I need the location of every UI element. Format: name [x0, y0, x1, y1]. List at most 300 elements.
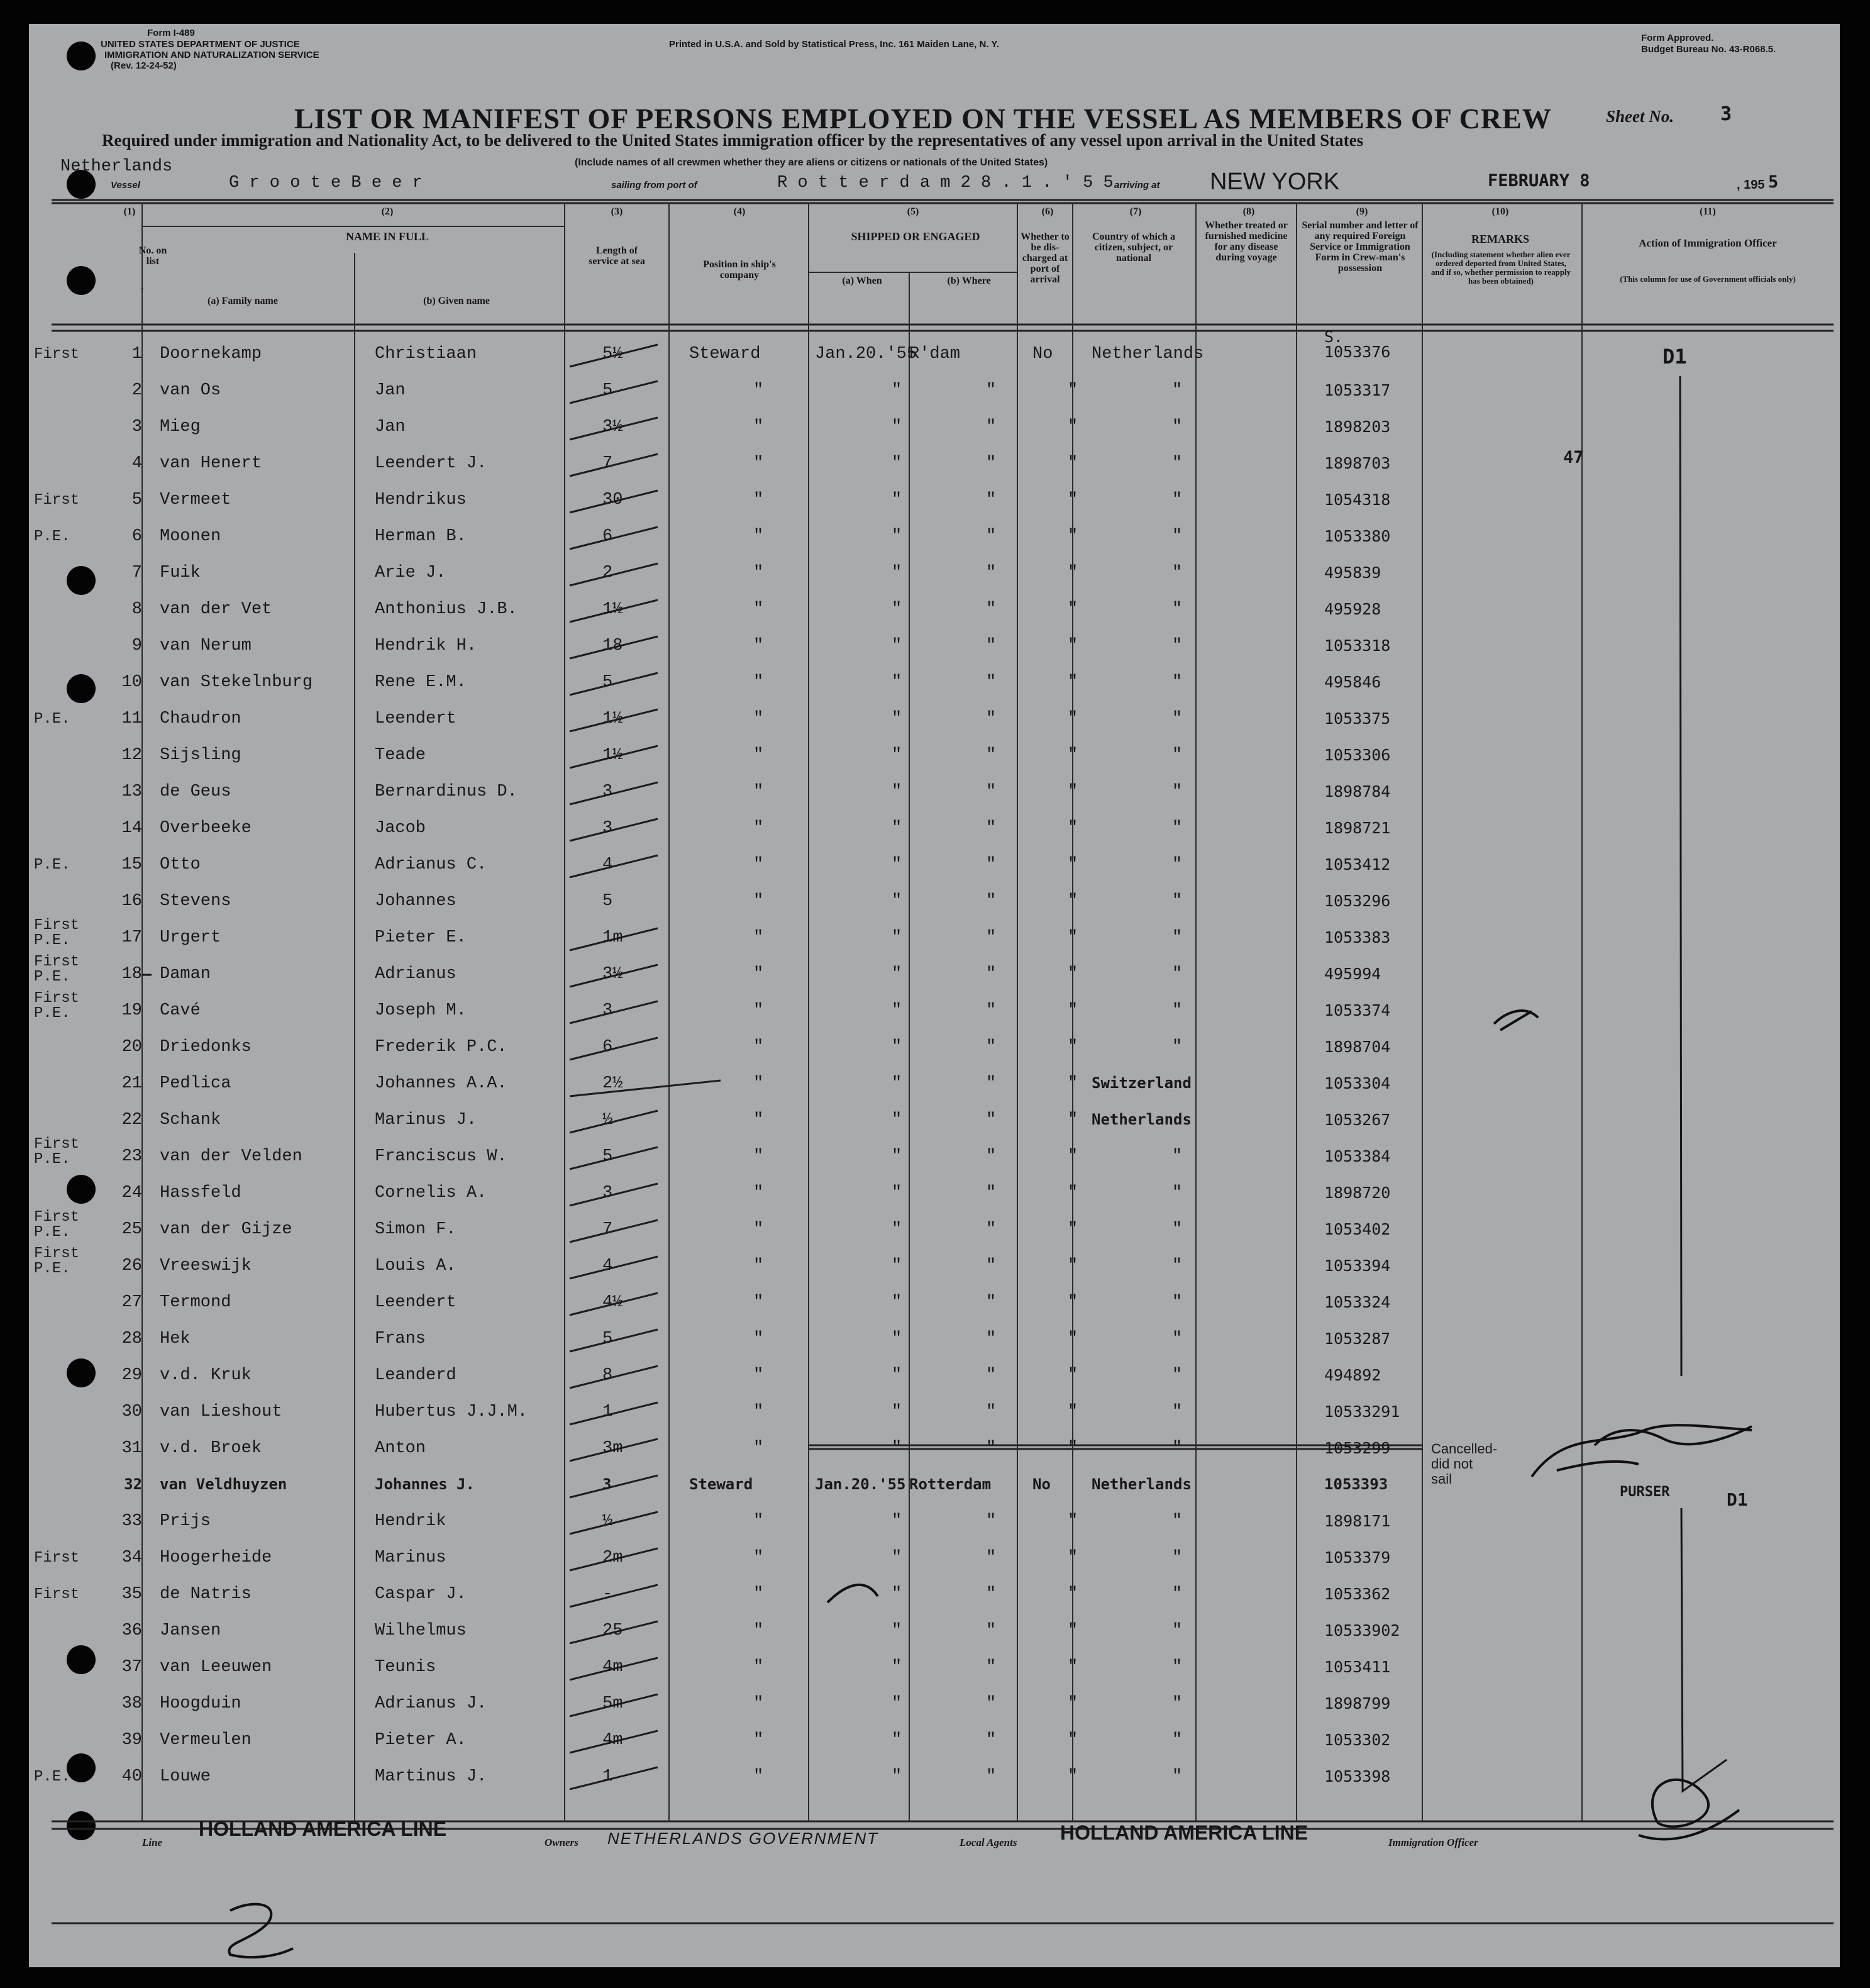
- country: ": [1172, 1767, 1183, 1786]
- given-name: Teunis: [375, 1658, 436, 1677]
- position: ": [753, 1220, 764, 1239]
- department: UNITED STATES DEPARTMENT OF JUSTICE: [101, 39, 300, 50]
- row-number: 31: [121, 1439, 142, 1458]
- serial-number: 1053374: [1324, 1001, 1391, 1019]
- col-6-num: (6): [1041, 206, 1054, 217]
- country: ": [1172, 1330, 1183, 1348]
- discharge: ": [1068, 564, 1078, 582]
- serial-number: 1898171: [1324, 1512, 1391, 1530]
- remark: 47: [1563, 448, 1584, 467]
- shipped-when: ": [892, 381, 902, 400]
- discharge: ": [1068, 1621, 1078, 1640]
- table-row: [29, 1136, 1840, 1177]
- shipped-when: ": [892, 454, 902, 473]
- shipped-when: ": [892, 709, 902, 728]
- sailing-port: R o t t e r d a m 2 8 . 1 . ' 5 5: [777, 174, 1114, 192]
- given-name: Pieter E.: [375, 928, 467, 947]
- given-name: Bernardinus D.: [375, 782, 517, 801]
- row-number: 14: [121, 819, 142, 838]
- given-name: Pieter A.: [375, 1731, 467, 1750]
- margin-note: First P.E.: [34, 1245, 80, 1277]
- discharge: ": [1068, 892, 1078, 911]
- serial-number: 1898704: [1324, 1038, 1391, 1056]
- arriving-port: NEW YORK: [1210, 169, 1340, 195]
- serial-number: 1053380: [1324, 527, 1391, 545]
- serial-number: 1053318: [1324, 636, 1391, 655]
- country: ": [1172, 1694, 1183, 1713]
- service-length: ½: [602, 1512, 613, 1531]
- country: ": [1172, 673, 1183, 692]
- shipped-where: ": [986, 1330, 997, 1348]
- margin-note: First P.E.: [34, 1209, 80, 1241]
- required-text: Required under immigration and Nationality Act, to be delivered to the United States immigration officer by the representatives of any vessel upon arrival in the United States: [102, 131, 1364, 150]
- service-length: 1½: [602, 709, 623, 728]
- given-name: Louis A.: [375, 1257, 456, 1275]
- table-row: [29, 1579, 1840, 1615]
- position: ": [753, 1512, 764, 1531]
- position: ": [753, 819, 764, 838]
- country: ": [1172, 1548, 1183, 1567]
- discharge: ": [1068, 1330, 1078, 1348]
- given-name: Leanderd: [375, 1366, 456, 1385]
- service-length: 3: [602, 782, 613, 801]
- country: ": [1172, 855, 1183, 874]
- shipped-where: ": [986, 965, 997, 984]
- serial-number: 1053296: [1324, 892, 1391, 910]
- service-length: 3: [602, 1184, 613, 1202]
- shipped-where: ": [986, 1585, 997, 1604]
- position: ": [753, 746, 764, 765]
- shipped-when: ": [892, 1767, 902, 1786]
- position: ": [753, 636, 764, 655]
- family-name: Moonen: [160, 527, 221, 546]
- col-2-num: (2): [381, 206, 394, 217]
- serial-number: 1898721: [1324, 819, 1391, 837]
- service-length: 30: [602, 491, 623, 509]
- form-approved: Form Approved.: [1641, 33, 1714, 43]
- shipped-when: ": [892, 1220, 902, 1239]
- shipped-where: ": [986, 1366, 997, 1385]
- serial-number: 10533291: [1324, 1402, 1400, 1421]
- shipped-when: ": [892, 527, 902, 546]
- country: ": [1172, 1731, 1183, 1750]
- col-8-label: Whether treated or furnished medicine for any disease during voyage: [1205, 220, 1288, 263]
- col-10-label: REMARKS: [1471, 233, 1529, 245]
- shipped-where: ": [986, 600, 997, 619]
- col-5b-label: (b) Where: [947, 275, 991, 286]
- country: ": [1172, 1512, 1183, 1531]
- family-name: van Os: [160, 381, 221, 400]
- country: ": [1172, 600, 1183, 619]
- col-10-num: (10): [1491, 206, 1509, 217]
- country: ": [1172, 454, 1183, 473]
- shipped-when: ": [892, 1621, 902, 1640]
- row-number: 9: [131, 636, 142, 655]
- table-row: [29, 1104, 1840, 1141]
- shipped-when: ": [892, 892, 902, 911]
- country: Netherlands: [1092, 1475, 1192, 1493]
- given-name: Jan: [375, 381, 406, 400]
- serial-number: 1053299: [1324, 1439, 1391, 1457]
- row-number: 10: [121, 673, 142, 692]
- year-prefix: , 195: [1737, 178, 1765, 192]
- margin-note: P.E.: [34, 857, 70, 874]
- row-number: 22: [121, 1111, 142, 1130]
- table-row: [29, 1506, 1840, 1542]
- col-10-sub: (Including statement whether alien ever ordered deported from United States, and if so, whether permission to reapply has been obtained): [1430, 250, 1571, 286]
- country: ": [1172, 527, 1183, 546]
- position: ": [753, 454, 764, 473]
- arrival-date: FEBRUARY 8: [1488, 171, 1590, 191]
- service-length: 4½: [602, 1293, 623, 1312]
- margin-note: First P.E.: [34, 917, 80, 949]
- family-name: Otto: [160, 855, 201, 874]
- shipped-where: ": [986, 1220, 997, 1239]
- position: ": [753, 928, 764, 947]
- family-name: Overbeeke: [160, 819, 252, 838]
- vessel-name: G r o o t e B e e r: [229, 174, 423, 192]
- shipped-where: ": [986, 1731, 997, 1750]
- shipped-where: ": [986, 1147, 997, 1166]
- shipped-where: ": [986, 673, 997, 692]
- given-name: Leendert: [375, 1293, 456, 1312]
- discharge: ": [1068, 1220, 1078, 1239]
- table-row: [29, 328, 1840, 375]
- family-name: Hek: [160, 1330, 191, 1348]
- table-row: [29, 1652, 1840, 1688]
- col-7-label: Country of which a citizen, subject, or national: [1092, 231, 1175, 264]
- position: ": [753, 1548, 764, 1567]
- discharge: ": [1068, 673, 1078, 692]
- country: ": [1172, 1147, 1183, 1166]
- given-name: Frederik P.C.: [375, 1038, 507, 1057]
- revision: (Rev. 12-24-52): [111, 60, 177, 71]
- service: IMMIGRATION AND NATURALIZATION SERVICE: [104, 50, 319, 60]
- margin-note: First: [34, 346, 80, 363]
- service-length: 4: [602, 1257, 613, 1275]
- family-name: Louwe: [160, 1767, 211, 1786]
- service-length: 1½: [602, 600, 623, 619]
- discharge: ": [1068, 600, 1078, 619]
- row-number: 21: [121, 1074, 142, 1093]
- discharge: ": [1068, 1402, 1078, 1421]
- shipped-when: ": [892, 600, 902, 619]
- margin-note: First P.E.: [34, 1136, 80, 1168]
- row-number: 24: [121, 1184, 142, 1202]
- discharge: ": [1068, 1001, 1078, 1020]
- service-length: 5½: [602, 345, 623, 364]
- service-length: 5: [602, 381, 613, 400]
- country: ": [1172, 1439, 1183, 1458]
- serial-number: 1053306: [1324, 746, 1391, 764]
- shipped-when: ": [892, 1074, 902, 1093]
- serial-number: 495846: [1324, 673, 1381, 691]
- service-length: 5m: [602, 1694, 623, 1713]
- discharge: ": [1068, 1366, 1078, 1385]
- row-number: 27: [121, 1293, 142, 1312]
- service-length: 2m: [602, 1548, 623, 1567]
- country: Switzerland: [1092, 1074, 1192, 1092]
- col-1-num: (1): [123, 206, 136, 217]
- discharge: No: [1032, 1475, 1051, 1493]
- serial-number: 1053362: [1324, 1585, 1391, 1603]
- table-row: [29, 740, 1840, 776]
- service-length: -: [602, 1585, 613, 1604]
- table-row: [29, 1615, 1840, 1652]
- discharge: ": [1068, 491, 1078, 509]
- position: Steward: [689, 1475, 753, 1493]
- form-number: Form I-489: [147, 28, 195, 38]
- shipped-when: ": [892, 1694, 902, 1713]
- given-name: Johannes: [375, 892, 456, 911]
- table-row: [29, 1287, 1840, 1323]
- col-2-label: NAME IN FULL: [345, 230, 429, 243]
- service-length: 7: [602, 1220, 613, 1239]
- table-row: [29, 1724, 1840, 1761]
- given-name: Joseph M.: [375, 1001, 467, 1020]
- vessel-label: Vessel: [111, 180, 140, 191]
- serial-number: 495839: [1324, 564, 1381, 582]
- discharge: ": [1068, 1658, 1078, 1677]
- given-name: Leendert J.: [375, 454, 487, 473]
- sailing-label: sailing from port of: [611, 180, 697, 191]
- include-note: (Include names of all crewmen whether they are aliens or citizens or nationals of the United States): [575, 157, 1048, 168]
- col-1-label: No. on list: [138, 245, 167, 267]
- shipped-when: ": [892, 965, 902, 984]
- row-number: 19: [121, 1001, 142, 1020]
- row-number: 37: [121, 1658, 142, 1677]
- shipped-when: ": [892, 636, 902, 655]
- col-3-label: Length of service at sea: [589, 245, 645, 267]
- row-number: 6: [131, 527, 142, 546]
- serial-number: 1898203: [1324, 418, 1391, 436]
- officer-mark-top: D1: [1663, 345, 1687, 369]
- shipped-when: ": [892, 1731, 902, 1750]
- family-name: Urgert: [160, 928, 221, 947]
- country: ": [1172, 819, 1183, 838]
- shipped-where: ": [986, 709, 997, 728]
- table-row: [29, 953, 1840, 995]
- line-label: Line: [142, 1836, 163, 1848]
- service-length: 3: [602, 1001, 613, 1020]
- country: Netherlands: [1092, 345, 1204, 364]
- given-name: Hendrik: [375, 1512, 446, 1531]
- shipped-where: ": [986, 564, 997, 582]
- table-row: [29, 375, 1840, 411]
- shipped-where: ": [986, 1658, 997, 1677]
- margin-note: P.E.: [34, 711, 70, 728]
- shipped-when: ": [892, 855, 902, 874]
- manifest-sheet: [29, 24, 1840, 1967]
- row-number: 36: [121, 1621, 142, 1640]
- shipped-when: Jan.20.'55: [815, 345, 917, 364]
- discharge: ": [1068, 454, 1078, 473]
- country: ": [1172, 1585, 1183, 1604]
- agents-label: Local Agents: [960, 1836, 1017, 1848]
- table-row: [29, 1688, 1840, 1724]
- row-number: 17: [121, 928, 142, 947]
- serial-number: S. 1053376: [1324, 328, 1391, 361]
- serial-number: 1053384: [1324, 1147, 1391, 1165]
- owners-label: Owners: [545, 1836, 578, 1848]
- row-number: 30: [121, 1402, 142, 1421]
- col-8-num: (8): [1242, 206, 1255, 217]
- given-name: Hendrikus: [375, 491, 467, 509]
- family-name: Vermeulen: [160, 1731, 252, 1750]
- family-name: Hassfeld: [160, 1184, 241, 1202]
- table-row: [29, 1360, 1840, 1396]
- margin-note: P.E.: [34, 1769, 70, 1785]
- discharge: ": [1068, 418, 1078, 436]
- country: ": [1172, 709, 1183, 728]
- col-5a-label: (a) When: [842, 275, 882, 286]
- country: ": [1172, 418, 1183, 436]
- row-number: 18: [121, 965, 142, 984]
- discharge: ": [1068, 1184, 1078, 1202]
- shipped-where: ": [986, 1767, 997, 1786]
- shipped-when: ": [892, 1001, 902, 1020]
- table-row: [29, 594, 1840, 630]
- family-name: Termond: [160, 1293, 231, 1312]
- given-name: Anthonius J.B.: [375, 600, 517, 619]
- country: ": [1172, 1293, 1183, 1312]
- serial-number: 1053412: [1324, 855, 1391, 874]
- shipped-where: ": [986, 381, 997, 400]
- service-length: 3: [602, 819, 613, 838]
- discharge: ": [1068, 636, 1078, 655]
- discharge: ": [1068, 1257, 1078, 1275]
- country: ": [1172, 746, 1183, 765]
- family-name: Cavé: [160, 1001, 201, 1020]
- shipped-when: ": [892, 1111, 902, 1130]
- country: ": [1172, 1001, 1183, 1020]
- shipped-when: ": [892, 1184, 902, 1202]
- shipped-when: ": [892, 1330, 902, 1348]
- position: ": [753, 1439, 764, 1458]
- discharge: ": [1068, 1548, 1078, 1567]
- shipped-where: ": [986, 1694, 997, 1713]
- table-row: [29, 521, 1840, 557]
- shipped-where: ": [986, 1038, 997, 1057]
- col-9-num: (9): [1356, 206, 1368, 217]
- family-name: van Henert: [160, 454, 262, 473]
- position: ": [753, 381, 764, 400]
- table-row: [29, 849, 1840, 886]
- family-name: Vreeswijk: [160, 1257, 252, 1275]
- table-row: [29, 886, 1840, 922]
- shipped-where: ": [986, 1402, 997, 1421]
- table-row: [29, 557, 1840, 594]
- sheet-number: 3: [1720, 103, 1732, 125]
- shipped-when: ": [892, 1585, 902, 1604]
- shipped-where: ": [986, 855, 997, 874]
- table-row: [29, 1177, 1840, 1214]
- table-row: [29, 1323, 1840, 1360]
- row-number: 38: [121, 1694, 142, 1713]
- col-11-label: Action of Immigration Officer: [1639, 237, 1777, 249]
- row-number: 1: [131, 345, 142, 364]
- service-length: 1: [602, 1402, 613, 1421]
- shipped-when: ": [892, 1512, 902, 1531]
- service-length: 4m: [602, 1731, 623, 1750]
- shipped-when: ": [892, 1038, 902, 1057]
- shipped-when: ": [892, 819, 902, 838]
- given-name: Marinus J.: [375, 1111, 477, 1130]
- table-row: [29, 1209, 1840, 1250]
- shipped-where: ": [986, 892, 997, 911]
- serial-number: 1898703: [1324, 454, 1391, 472]
- position: ": [753, 1001, 764, 1020]
- given-name: Jan: [375, 418, 406, 436]
- service-length: 3m: [602, 1439, 623, 1458]
- discharge: ": [1068, 1694, 1078, 1713]
- shipped-where: ": [986, 1512, 997, 1531]
- row-number: 2: [131, 381, 142, 400]
- given-name: Rene E.M.: [375, 673, 467, 692]
- family-name: Vermeet: [160, 491, 231, 509]
- row-number: 15: [121, 855, 142, 874]
- given-name: Arie J.: [375, 564, 446, 582]
- service-length: 8: [602, 1366, 613, 1385]
- service-length: 1m: [602, 928, 623, 947]
- shipped-where: ": [986, 1548, 997, 1567]
- cancelled-note: Cancelled- did not sail: [1431, 1441, 1498, 1487]
- shipped-when: ": [892, 746, 902, 765]
- service-length: 3½: [602, 965, 623, 984]
- service-length: 25: [602, 1621, 623, 1640]
- country: ": [1172, 564, 1183, 582]
- serial-number: 10533902: [1324, 1621, 1400, 1640]
- country: ": [1172, 1658, 1183, 1677]
- serial-number: 1053375: [1324, 709, 1391, 728]
- position: ": [753, 1074, 764, 1093]
- serial-number: 1053383: [1324, 928, 1391, 947]
- country: ": [1172, 892, 1183, 911]
- agents-value: HOLLAND AMERICA LINE: [1060, 1821, 1308, 1844]
- serial-number: 1053398: [1324, 1767, 1391, 1785]
- discharge: ": [1068, 1512, 1078, 1531]
- country: ": [1172, 1366, 1183, 1385]
- position: ": [753, 1585, 764, 1604]
- position: ": [753, 1038, 764, 1057]
- discharge: ": [1068, 1731, 1078, 1750]
- row-number: 16: [121, 892, 142, 911]
- family-name: de Natris: [160, 1585, 252, 1604]
- family-name: van Lieshout: [160, 1402, 282, 1421]
- family-name: Hoogerheide: [160, 1548, 272, 1567]
- serial-number: 1053411: [1324, 1658, 1391, 1676]
- position: ": [753, 1366, 764, 1385]
- discharge: ": [1068, 1585, 1078, 1604]
- given-name: Jacob: [375, 819, 426, 838]
- given-name: Hubertus J.J.M.: [375, 1402, 528, 1421]
- shipped-when: ": [892, 491, 902, 509]
- margin-note: First: [34, 492, 80, 509]
- serial-number: 1898799: [1324, 1694, 1391, 1713]
- given-name: Herman B.: [375, 527, 467, 546]
- table-row: [29, 1761, 1840, 1797]
- service-length: 18: [602, 636, 623, 655]
- row-number: 7: [131, 564, 142, 582]
- serial-number: 1898720: [1324, 1184, 1391, 1202]
- family-name: Driedonks: [160, 1038, 252, 1057]
- table-row: [29, 630, 1840, 667]
- officer-mark-bottom: D1: [1727, 1489, 1748, 1510]
- service-length: 5: [602, 673, 613, 692]
- shipped-when: ": [892, 928, 902, 947]
- shipped-where: ": [986, 1184, 997, 1202]
- table-row: [29, 1068, 1840, 1104]
